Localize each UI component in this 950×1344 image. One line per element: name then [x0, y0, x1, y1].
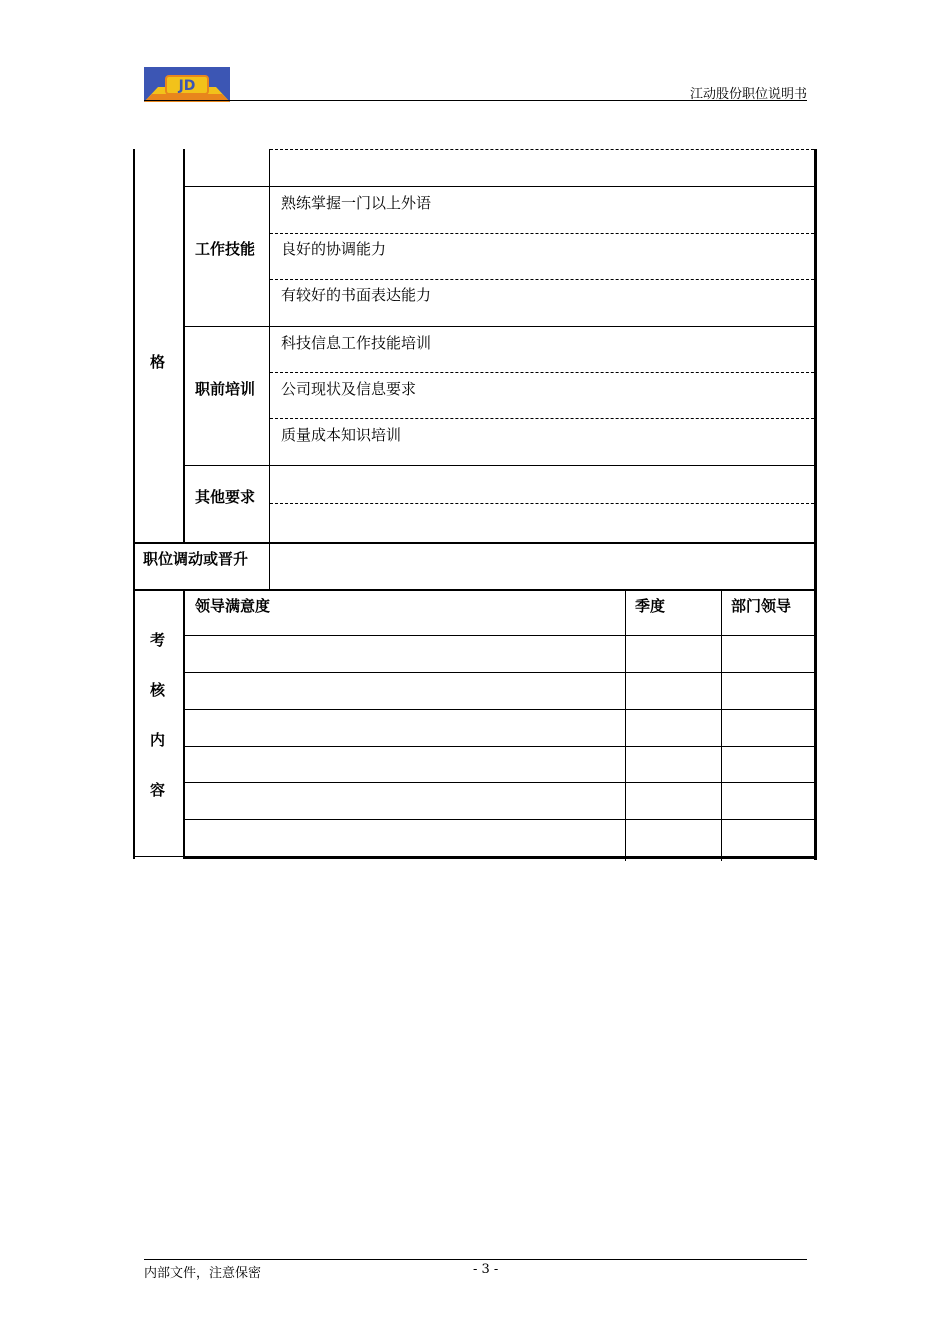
company-logo: [144, 67, 230, 102]
assessment-label-char: 考: [150, 631, 166, 649]
column-header-department-leader: 部门领导: [731, 597, 792, 615]
pre-job-training-label: 职前培训: [195, 380, 256, 398]
assessment-label-char: 容: [150, 781, 166, 799]
work-skill-item: 熟练掌握一门以上外语: [281, 194, 432, 212]
page-number: - 3 -: [473, 1262, 499, 1277]
assessment-label-char: 内: [150, 731, 166, 749]
qualification-label: 格: [150, 353, 166, 371]
footer-divider: [144, 1259, 807, 1260]
work-skill-item: 良好的协调能力: [281, 240, 387, 258]
document-title: 江动股份职位说明书: [689, 87, 807, 102]
training-item: 质量成本知识培训: [281, 426, 402, 444]
work-skills-label: 工作技能: [195, 240, 256, 258]
table-border-left: [133, 149, 135, 859]
confidentiality-note: 内部文件，注意保密: [144, 1266, 262, 1281]
transfer-promotion-label: 职位调动或晋升: [143, 550, 249, 568]
column-header-quarter: 季度: [635, 597, 666, 615]
work-skill-item: 有较好的书面表达能力: [281, 286, 432, 304]
job-description-table: [133, 149, 817, 860]
column-header-leader-satisfaction: 领导满意度: [195, 597, 271, 615]
assessment-label-char: 核: [150, 681, 166, 699]
training-item: 公司现状及信息要求: [281, 380, 417, 398]
table-border-right: [814, 149, 817, 860]
logo-text: JD: [178, 78, 196, 94]
training-item: 科技信息工作技能培训: [281, 334, 432, 352]
header-divider: [144, 100, 807, 101]
other-requirements-label: 其他要求: [195, 488, 256, 506]
